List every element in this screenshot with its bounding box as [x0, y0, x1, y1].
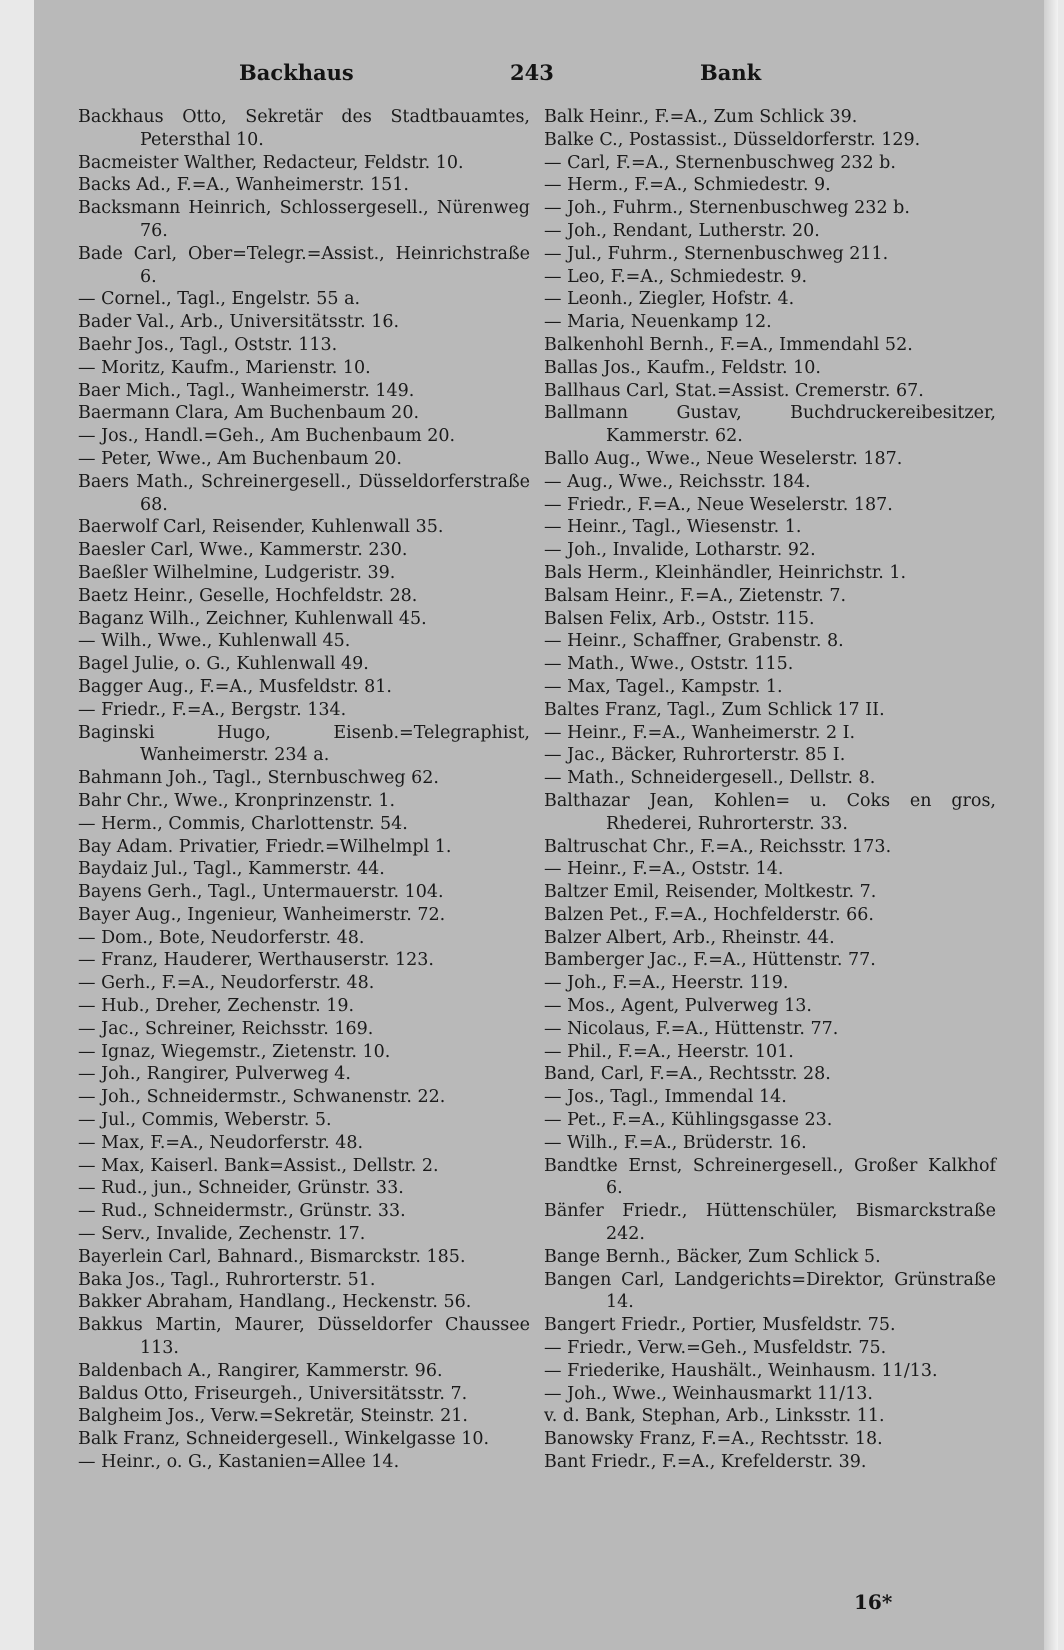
directory-entry: — Nicolaus, F.=A., Hüttenstr. 77. [544, 1018, 839, 1039]
directory-entry: Bagel Julie, o. G., Kuhlenwall 49. [78, 654, 369, 675]
directory-entry: Balzen Pet., F.=A., Hochfelderstr. 66. [544, 904, 874, 925]
directory-entry: Baesler Carl, Wwe., Kammerstr. 230. [78, 540, 408, 561]
directory-entry: Baermann Clara, Am Buchenbaum 20. [78, 403, 420, 424]
directory-entry: Baldenbach A., Rangirer, Kammerstr. 96. [78, 1360, 443, 1381]
directory-entry: — Math., Wwe., Oststr. 115. [544, 654, 794, 675]
directory-entry: Ballmann Gustav, Buchdruckereibesitzer, Kammerstr. 62. [544, 403, 996, 447]
directory-entry: — Gerh., F.=A., Neudorferstr. 48. [78, 973, 375, 994]
directory-entry: Bagger Aug., F.=A., Musfeldstr. 81. [78, 676, 392, 697]
directory-entry: — Heinr., Tagl., Wiesenstr. 1. [544, 517, 802, 538]
directory-entry: Baer Mich., Tagl., Wanheimerstr. 149. [78, 380, 415, 401]
directory-entry: Bangen Carl, Landgerichts=Direktor, Grünstraße 14. [544, 1269, 996, 1313]
directory-entry: — Pet., F.=A., Kühlingsgasse 23. [544, 1110, 833, 1131]
directory-entry: — Jos., Tagl., Immendal 14. [544, 1087, 787, 1108]
directory-entry: Bange Bernh., Bäcker, Zum Schlick 5. [544, 1246, 881, 1267]
directory-entry: — Jac., Bäcker, Ruhrorterstr. 85 I. [544, 745, 846, 766]
directory-entry: — Max, Kaiserl. Bank=Assist., Dellstr. 2. [78, 1155, 439, 1176]
directory-entry: — Wilh., F.=A., Brüderstr. 16. [544, 1132, 807, 1153]
directory-entry: — Joh., Invalide, Lotharstr. 92. [544, 540, 816, 561]
directory-entry: Balk Heinr., F.=A., Zum Schlick 39. [544, 107, 858, 127]
directory-entry: Backs Ad., F.=A., Wanheimerstr. 151. [78, 175, 409, 196]
page-header [34, 60, 1044, 100]
directory-entry: — Moritz, Kaufm., Marienstr. 10. [78, 357, 371, 378]
header-left-catchword: Backhaus [239, 60, 354, 85]
directory-entry: — Herm., F.=A., Schmiedestr. 9. [544, 175, 831, 196]
directory-entry: Balzer Albert, Arb., Rheinstr. 44. [544, 927, 835, 948]
directory-entry: — Jos., Handl.=Geh., Am Buchenbaum 20. [78, 426, 456, 447]
header-right-catchword: Bank [700, 60, 762, 85]
directory-entry: Band, Carl, F.=A., Rechtsstr. 28. [544, 1064, 831, 1085]
directory-entry: Bangert Friedr., Portier, Musfeldstr. 75. [544, 1315, 896, 1336]
directory-entry: Baldus Otto, Friseurgeh., Universitätsstr. 7. [78, 1383, 468, 1404]
directory-entry: Baerwolf Carl, Reisender, Kuhlenwall 35. [78, 517, 444, 538]
directory-entry: — Phil., F.=A., Heerstr. 101. [544, 1041, 794, 1062]
directory-entry: — Friedr., F.=A., Bergstr. 134. [78, 699, 347, 720]
directory-entry: — Friedr., F.=A., Neue Weselerstr. 187. [544, 494, 893, 515]
page-number: 243 [510, 60, 554, 85]
directory-entry: — Joh., Rendant, Lutherstr. 20. [544, 220, 820, 241]
directory-entry: Backhaus Otto, Sekretär des Stadtbauamtes, Petersthal 10. [78, 107, 530, 150]
directory-entry: Bakkus Martin, Maurer, Düsseldorfer Chaussee 113. [78, 1315, 530, 1359]
directory-entry: — Carl, F.=A., Sternenbuschweg 232 b. [544, 152, 896, 173]
directory-entry: Balthazar Jean, Kohlen= u. Coks en gros, Rhederei, Ruhrorterstr. 33. [544, 790, 996, 834]
directory-entry: Bayer Aug., Ingenieur, Wanheimerstr. 72. [78, 904, 446, 925]
directory-entry: Bandtke Ernst, Schreinergesell., Großer Kalkhof 6. [544, 1155, 996, 1199]
directory-entry: Balke C., Postassist., Düsseldorferstr. 129. [544, 129, 921, 150]
directory-entry: Balkenhohl Bernh., F.=A., Immendahl 52. [544, 334, 913, 355]
directory-entry: — Max, F.=A., Neudorferstr. 48. [78, 1132, 364, 1153]
right-column [544, 106, 996, 1474]
directory-entry: Balsam Heinr., F.=A., Zietenstr. 7. [544, 585, 847, 606]
left-column [78, 106, 530, 1474]
directory-entry: Bahmann Joh., Tagl., Sternbuschweg 62. [78, 768, 439, 789]
directory-entry: Baganz Wilh., Zeichner, Kuhlenwall 45. [78, 608, 427, 629]
directory-entry: Bamberger Jac., F.=A., Hüttenstr. 77. [544, 950, 876, 971]
directory-entry: Ballhaus Carl, Stat.=Assist. Cremerstr. 67. [544, 380, 924, 401]
directory-entry: Baltruschat Chr., F.=A., Reichsstr. 173. [544, 836, 892, 857]
directory-entry: — Dom., Bote, Neudorferstr. 48. [78, 927, 365, 948]
directory-entry: — Heinr., Schaffner, Grabenstr. 8. [544, 631, 844, 652]
directory-entry: Baeßler Wilhelmine, Ludgeristr. 39. [78, 562, 396, 583]
directory-entry: — Aug., Wwe., Reichsstr. 184. [544, 471, 811, 492]
directory-entry: Bänfer Friedr., Hüttenschüler, Bismarckstraße 242. [544, 1201, 996, 1245]
directory-entry: Bakker Abraham, Handlang., Heckenstr. 56. [78, 1292, 472, 1313]
directory-entry: Balk Franz, Schneidergesell., Winkelgasse 10. [78, 1429, 490, 1450]
directory-entry: — Leonh., Ziegler, Hofstr. 4. [544, 289, 795, 310]
directory-entry: Bant Friedr., F.=A., Krefelderstr. 39. [544, 1452, 867, 1473]
directory-entry: Baltzer Emil, Reisender, Moltkestr. 7. [544, 882, 877, 903]
directory-entry: Baginski Hugo, Eisenb.=Telegraphist, Wanheimerstr. 234 a. [78, 722, 530, 766]
directory-entry: Balsen Felix, Arb., Oststr. 115. [544, 608, 815, 629]
directory-entry: Baka Jos., Tagl., Ruhrorterstr. 51. [78, 1269, 376, 1290]
directory-entry: — Hub., Dreher, Zechenstr. 19. [78, 996, 355, 1017]
directory-entry: Bacmeister Walther, Redacteur, Feldstr. 10. [78, 152, 464, 173]
directory-entry: — Jul., Fuhrm., Sternenbuschweg 211. [544, 243, 889, 264]
directory-entry: — Rud., jun., Schneider, Grünstr. 33. [78, 1178, 404, 1199]
page-edge [1044, 0, 1058, 1650]
directory-entry: — Peter, Wwe., Am Buchenbaum 20. [78, 448, 402, 469]
directory-entry: Baetz Heinr., Geselle, Hochfeldstr. 28. [78, 585, 418, 606]
directory-page [34, 0, 1044, 1650]
directory-entry: — Cornel., Tagl., Engelstr. 55 a. [78, 289, 361, 310]
directory-entry: — Heinr., F.=A., Oststr. 14. [544, 859, 784, 880]
directory-entry: Backsmann Heinrich, Schlossergesell., Nürenweg 76. [78, 198, 530, 241]
directory-entry: Bahr Chr., Wwe., Kronprinzenstr. 1. [78, 790, 396, 811]
directory-entry: — Rud., Schneidermstr., Grünstr. 33. [78, 1201, 406, 1222]
directory-entry: — Mos., Agent, Pulverweg 13. [544, 996, 812, 1017]
directory-entry: — Franz, Hauderer, Werthauserstr. 123. [78, 950, 434, 971]
directory-entry: Banowsky Franz, F.=A., Rechtsstr. 18. [544, 1429, 883, 1450]
directory-entry: — Leo, F.=A., Schmiedestr. 9. [544, 266, 808, 287]
directory-entry: Bade Carl, Ober=Telegr.=Assist., Heinrichstraße 6. [78, 243, 530, 287]
directory-entry: — Heinr., F.=A., Wanheimerstr. 2 I. [544, 722, 856, 743]
signature-mark: 16* [854, 1590, 893, 1614]
directory-entry: — Heinr., o. G., Kastanien=Allee 14. [78, 1452, 400, 1473]
directory-entry: — Joh., Rangirer, Pulverweg 4. [78, 1064, 351, 1085]
directory-entry: Baltes Franz, Tagl., Zum Schlick 17 II. [544, 699, 885, 720]
directory-entry: Baers Math., Schreinergesell., Düsseldorferstraße 68. [78, 471, 530, 515]
directory-entry: Bayens Gerh., Tagl., Untermauerstr. 104. [78, 882, 444, 903]
directory-entry: — Wilh., Wwe., Kuhlenwall 45. [78, 631, 351, 652]
directory-entry: Balgheim Jos., Verw.=Sekretär, Steinstr. 21. [78, 1406, 468, 1427]
directory-entry: Ballas Jos., Kaufm., Feldstr. 10. [544, 357, 821, 378]
directory-entry: — Herm., Commis, Charlottenstr. 54. [78, 813, 408, 834]
directory-entry: — Joh., Schneidermstr., Schwanenstr. 22. [78, 1087, 446, 1108]
directory-entry: Bals Herm., Kleinhändler, Heinrichstr. 1. [544, 562, 907, 583]
directory-entry: Bayerlein Carl, Bahnard., Bismarckstr. 185. [78, 1246, 466, 1267]
directory-entry: — Max, Tagel., Kampstr. 1. [544, 676, 783, 697]
directory-entry: — Jul., Commis, Weberstr. 5. [78, 1110, 332, 1131]
directory-entry: Ballo Aug., Wwe., Neue Weselerstr. 187. [544, 448, 903, 469]
directory-entry: — Maria, Neuenkamp 12. [544, 312, 772, 333]
directory-entry: — Friedr., Verw.=Geh., Musfeldstr. 75. [544, 1338, 887, 1359]
directory-entry: Bader Val., Arb., Universitätsstr. 16. [78, 312, 400, 333]
directory-entry: — Friederike, Haushält., Weinhausm. 11/13. [544, 1360, 938, 1381]
directory-entry: Bay Adam. Privatier, Friedr.=Wilhelmpl 1. [78, 836, 452, 857]
directory-entry: — Ignaz, Wiegemstr., Zietenstr. 10. [78, 1041, 391, 1062]
directory-entry: — Jac., Schreiner, Reichsstr. 169. [78, 1018, 374, 1039]
directory-entry: — Math., Schneidergesell., Dellstr. 8. [544, 768, 876, 789]
directory-entry: — Joh., F.=A., Heerstr. 119. [544, 973, 789, 994]
directory-entry: Baydaiz Jul., Tagl., Kammerstr. 44. [78, 859, 385, 880]
directory-entry: — Serv., Invalide, Zechenstr. 17. [78, 1224, 366, 1245]
directory-entry: — Joh., Fuhrm., Sternenbuschweg 232 b. [544, 198, 910, 219]
directory-entry: Baehr Jos., Tagl., Oststr. 113. [78, 334, 338, 355]
directory-entry: — Joh., Wwe., Weinhausmarkt 11/13. [544, 1383, 873, 1404]
directory-entry: v. d. Bank, Stephan, Arb., Linksstr. 11. [544, 1406, 885, 1427]
